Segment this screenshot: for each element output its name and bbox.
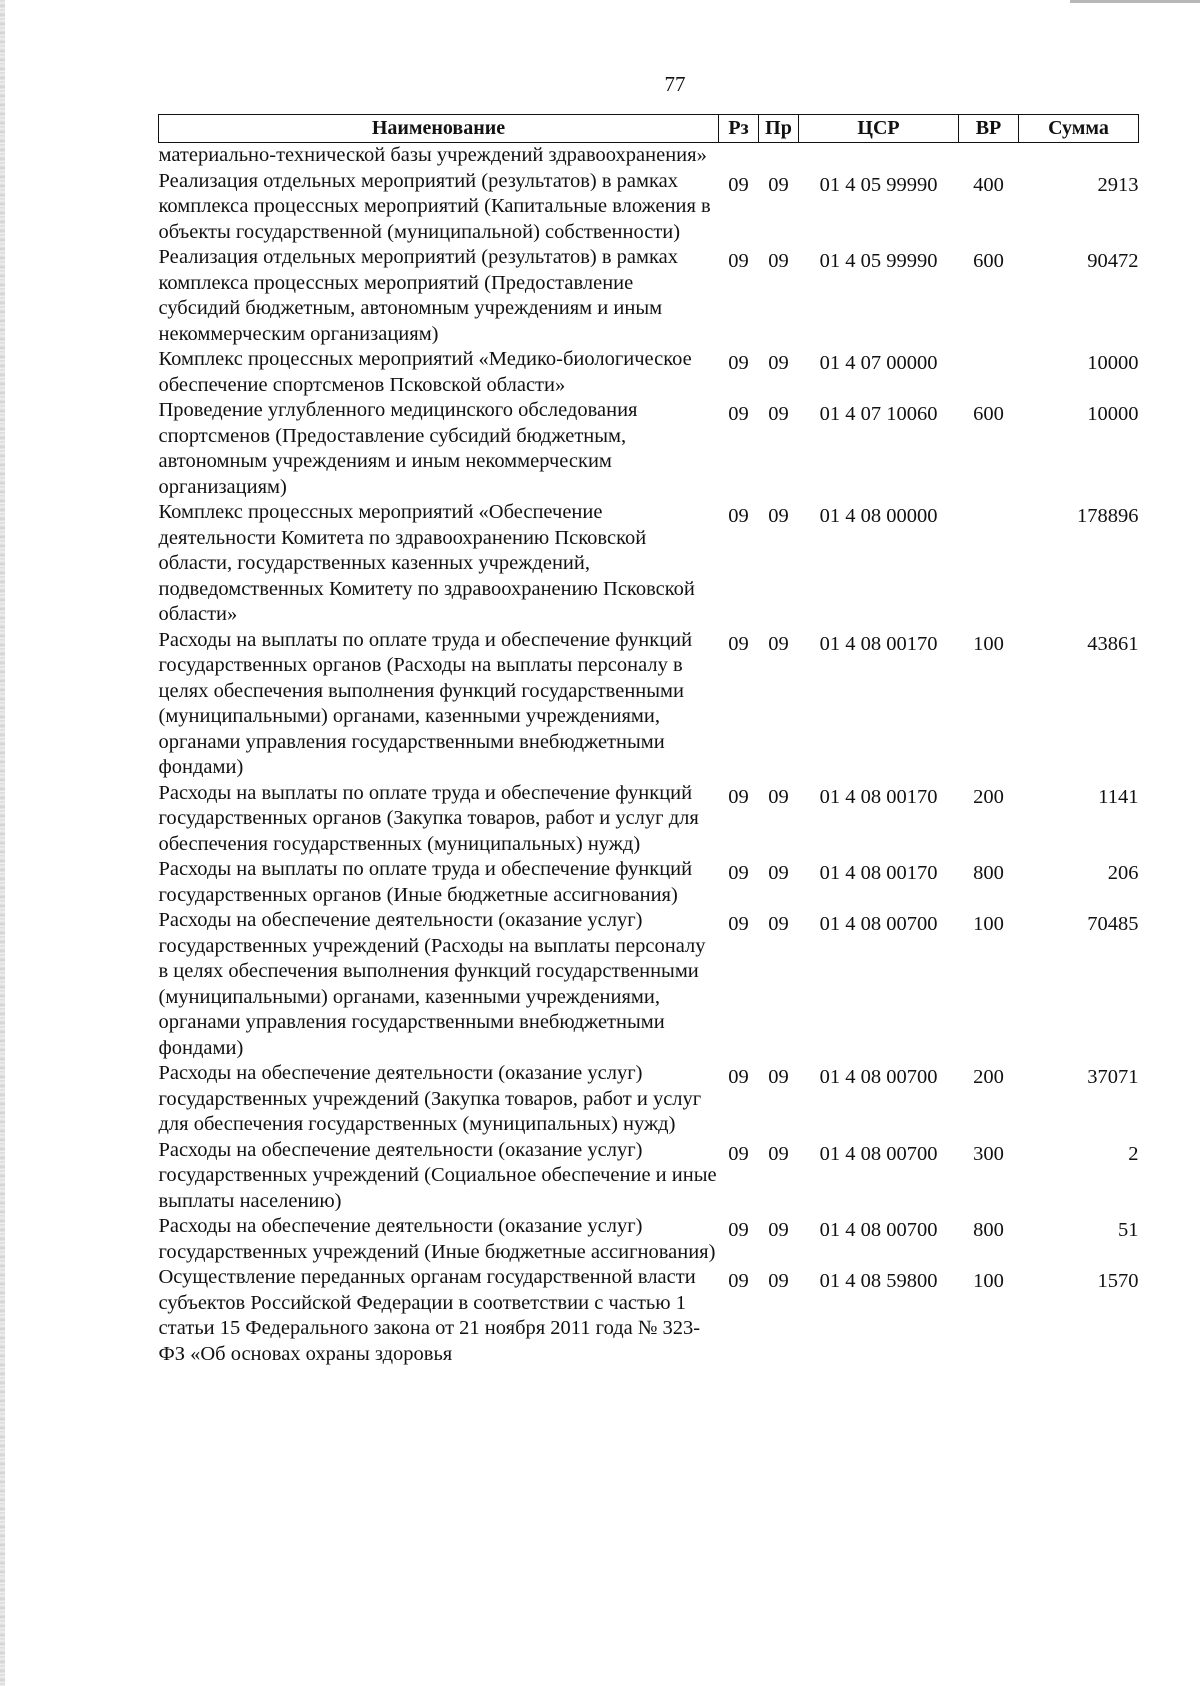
row-vr: 200 xyxy=(973,1066,1004,1088)
row-name: Реализация отдельных мероприятий (результатов) в рамках комплекса процессных мероприятий (Капитальные вложения в объекты государственной (муниципальной) собственности) xyxy=(158,169,711,243)
header-vr: ВР xyxy=(959,115,1019,143)
row-pr: 09 xyxy=(768,785,789,808)
row-pr: 09 xyxy=(768,862,789,884)
row-name: Расходы на обеспечение деятельности (оказание услуг) государственных учреждений (Социальное обеспечение и иные выплаты населению) xyxy=(158,1138,717,1212)
row-vr: 800 xyxy=(973,862,1004,884)
row-rz: 09 xyxy=(728,352,749,374)
row-csr: 01 4 07 00000 xyxy=(819,352,938,374)
header-sum: Сумма xyxy=(1019,115,1139,143)
row-vr xyxy=(959,143,1019,169)
row-sum: 90472 xyxy=(1087,250,1139,272)
row-vr: 100 xyxy=(973,632,1004,655)
row-csr: 01 4 08 00170 xyxy=(819,632,938,655)
row-sum: 43861 xyxy=(1087,632,1139,655)
table-row xyxy=(159,1214,1139,1265)
table-row xyxy=(159,1265,1139,1367)
row-pr: 09 xyxy=(768,403,789,425)
row-csr: 01 4 07 10060 xyxy=(819,403,938,425)
row-rz: 09 xyxy=(728,862,749,884)
header-pr: Пр xyxy=(759,115,799,143)
scan-left-edge xyxy=(0,0,5,1686)
row-vr: 600 xyxy=(973,250,1004,272)
row-csr: 01 4 08 00700 xyxy=(819,1142,938,1165)
row-rz: 09 xyxy=(728,173,749,196)
row-csr: 01 4 08 00170 xyxy=(819,785,938,808)
row-rz: 09 xyxy=(728,785,749,808)
row-sum: 10000 xyxy=(1087,403,1139,425)
row-name: материально-технической базы учреждений здравоохранения» xyxy=(158,144,707,166)
row-pr: 09 xyxy=(768,1270,789,1292)
table-row xyxy=(159,628,1139,781)
table-header-row xyxy=(159,115,1139,143)
row-csr: 01 4 05 99990 xyxy=(819,250,938,272)
row-name: Расходы на обеспечение деятельности (оказание услуг) государственных учреждений (Расходы на выплаты персоналу в целях обеспечения выполнения функций государственными (муниципальными) органами, казенными учреждениями, органами управления государственными внебюджетными фондами) xyxy=(158,909,706,1059)
row-pr: 09 xyxy=(768,250,789,272)
row-sum: 178896 xyxy=(1077,505,1139,527)
row-vr: 200 xyxy=(973,785,1004,808)
row-csr: 01 4 08 00700 xyxy=(819,1219,938,1241)
row-csr: 01 4 08 00000 xyxy=(819,505,938,527)
row-pr: 09 xyxy=(768,913,789,935)
budget-table xyxy=(158,114,1139,1367)
row-rz: 09 xyxy=(728,250,749,272)
table-row xyxy=(159,347,1139,398)
row-pr: 09 xyxy=(768,1066,789,1088)
row-vr xyxy=(959,500,1019,628)
row-rz: 09 xyxy=(728,632,749,655)
row-name: Комплекс процессных мероприятий «Медико-биологическое обеспечение спортсменов Псковской области» xyxy=(158,348,692,396)
row-vr xyxy=(959,347,1019,398)
row-name: Реализация отдельных мероприятий (результатов) в рамках комплекса процессных мероприятий (Предоставление субсидий бюджетным, автономным учреждениям и иным некоммерческим организациям) xyxy=(158,246,678,345)
row-rz: 09 xyxy=(728,1270,749,1292)
row-name: Расходы на обеспечение деятельности (оказание услуг) государственных учреждений (Иные бюджетные ассигнования) xyxy=(158,1215,716,1263)
row-vr: 600 xyxy=(973,403,1004,425)
row-sum: 2 xyxy=(1128,1142,1139,1165)
row-csr: 01 4 05 99990 xyxy=(819,173,938,196)
row-sum: 10000 xyxy=(1087,352,1139,374)
table-row xyxy=(159,398,1139,500)
row-vr: 400 xyxy=(973,173,1004,196)
table-row xyxy=(159,908,1139,1061)
page-number: 77 xyxy=(664,72,686,96)
row-csr: 01 4 08 00700 xyxy=(819,1066,938,1088)
row-pr: 09 xyxy=(768,505,789,527)
row-rz: 09 xyxy=(728,1066,749,1088)
header-name: Наименование xyxy=(159,115,719,143)
row-pr: 09 xyxy=(768,1219,789,1241)
row-name: Расходы на выплаты по оплате труда и обеспечение функций государственных органов (Иные бюджетные ассигнования) xyxy=(158,858,693,906)
row-sum: 37071 xyxy=(1087,1066,1139,1088)
table-row xyxy=(159,781,1139,858)
row-name: Комплекс процессных мероприятий «Обеспечение деятельности Комитета по здравоохранению Псковской области, государственных казенных учреждений, подведомственных Комитету по здравоохранению Псковской области» xyxy=(158,501,695,625)
row-sum: 206 xyxy=(1107,862,1139,884)
row-csr xyxy=(799,143,959,169)
row-pr: 09 xyxy=(768,173,789,196)
row-sum: 2913 xyxy=(1097,173,1139,196)
table-row xyxy=(159,857,1139,908)
table-row xyxy=(159,500,1139,628)
row-csr: 01 4 08 00700 xyxy=(819,913,938,935)
row-csr: 01 4 08 59800 xyxy=(819,1270,938,1292)
scan-top-edge xyxy=(1070,0,1200,3)
table-row xyxy=(159,1138,1139,1215)
table-row xyxy=(159,169,1139,246)
header-csr: ЦСР xyxy=(799,115,959,143)
row-rz: 09 xyxy=(728,505,749,527)
row-name: Расходы на выплаты по оплате труда и обеспечение функций государственных органов (Расходы на выплаты персоналу в целях обеспечения выполнения функций государственными (муниципальными) органами, казенными учреждениями, органами управления государственными внебюджетными фондами) xyxy=(158,628,693,778)
table-row xyxy=(159,1061,1139,1138)
table-row xyxy=(159,245,1139,347)
row-sum: 51 xyxy=(1118,1219,1139,1241)
table-row xyxy=(159,143,1139,169)
row-rz: 09 xyxy=(728,1142,749,1165)
row-name: Расходы на обеспечение деятельности (оказание услуг) государственных учреждений (Закупка товаров, работ и услуг для обеспечения государственных (муниципальных) нужд) xyxy=(158,1062,702,1135)
row-csr: 01 4 08 00170 xyxy=(819,862,938,884)
row-pr: 09 xyxy=(768,1142,789,1165)
row-sum xyxy=(1019,143,1139,169)
row-sum: 70485 xyxy=(1087,913,1139,935)
row-rz: 09 xyxy=(728,1219,749,1241)
row-vr: 300 xyxy=(973,1142,1004,1165)
row-rz: 09 xyxy=(728,403,749,425)
row-vr: 800 xyxy=(973,1219,1004,1241)
row-sum: 1141 xyxy=(1098,785,1139,808)
row-vr: 100 xyxy=(973,1270,1004,1292)
row-rz: 09 xyxy=(728,913,749,935)
header-rz: Рз xyxy=(719,115,759,143)
row-pr: 09 xyxy=(768,632,789,655)
row-name: Расходы на выплаты по оплате труда и обеспечение функций государственных органов (Закупка товаров, работ и услуг для обеспечения государственных (муниципальных) нужд) xyxy=(158,781,699,855)
row-name: Осуществление переданных органам государственной власти субъектов Российской Федерации в соответствии с частью 1 статьи 15 Федерального закона от 21 ноября 2011 года № 323-ФЗ «Об основах охраны здоровья xyxy=(158,1266,701,1365)
row-name: Проведение углубленного медицинского обследования спортсменов (Предоставление субсидий бюджетным, автономным учреждениям и иным некоммерческим организациям) xyxy=(158,399,638,498)
row-pr xyxy=(759,143,799,169)
row-pr: 09 xyxy=(768,352,789,374)
row-rz xyxy=(719,143,759,169)
row-sum: 1570 xyxy=(1097,1270,1139,1292)
row-vr: 100 xyxy=(973,913,1004,935)
